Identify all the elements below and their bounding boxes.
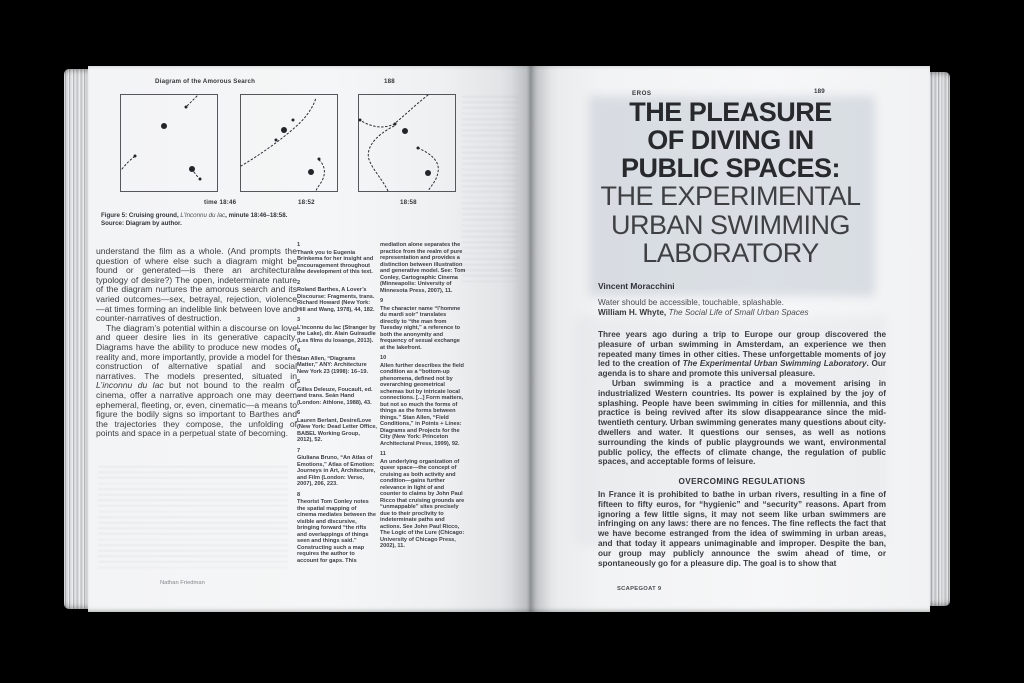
footnote-number: 6 bbox=[297, 410, 301, 416]
title-line: URBAN SWIMMING bbox=[611, 209, 850, 240]
footnote-number: 8 bbox=[297, 491, 301, 498]
footnote-number: 2 bbox=[297, 279, 301, 286]
caption-prefix: Figure 5: Cruising ground, bbox=[101, 212, 181, 219]
running-header: Diagram of the Amorous Search bbox=[155, 78, 256, 85]
footnotes-column-2 bbox=[380, 242, 466, 554]
open-book-spread bbox=[64, 66, 950, 612]
epigraph-attribution bbox=[598, 308, 886, 318]
cruising-diagram-2 bbox=[240, 94, 338, 192]
title-line: PUBLIC SPACES: bbox=[620, 153, 841, 183]
footnote bbox=[297, 280, 377, 314]
showthrough-text bbox=[462, 96, 518, 286]
epigraph bbox=[598, 298, 886, 318]
page-number: 189 bbox=[814, 88, 825, 95]
left-page bbox=[88, 66, 531, 612]
footnote-text: Thank you to Eugenia Brinkema for her insight and encouragement throughout the development of this text. bbox=[297, 249, 374, 275]
footnote-text: Roland Barthes, A Lover’s Discourse: Fragments, trans. Richard Howard (New York: Hill and Wang, 1978), 44, 182. bbox=[297, 287, 375, 313]
epigraph-quote: Water should be accessible, touchable, splashable. bbox=[598, 298, 784, 307]
footnote-text: Gilles Deleuze, Foucault, ed. and trans. Seán Hand (London: Athlone, 1988), 43. bbox=[297, 386, 373, 406]
footnote-number: 9 bbox=[380, 298, 384, 304]
byline: Vincent Moracchini bbox=[598, 281, 675, 291]
footnote bbox=[297, 448, 377, 488]
footnote-text: Theorist Tom Conley notes the spatial mapping of cinema mediates between the visible and discursive, bringing forward “the rifts and overlappings of things seen and things said.” Constructing such a map requires the author to account for gaps. This bbox=[297, 499, 376, 564]
footnote-number: 7 bbox=[297, 447, 301, 454]
epigraph-author: William H. Whyte, bbox=[598, 307, 669, 317]
footnote-number: 10 bbox=[380, 355, 387, 361]
journal-footer: SCAPEGOAT 9 bbox=[617, 586, 662, 592]
time-label-3: 18:58 bbox=[400, 199, 417, 206]
body-paragraph: understand the film as a whole. (And prompts the question of where else such a diagram might be found or generated—is there an architectural typology of desire?) The open, indeterminate nature of the diagram nurtures the amorous search and its varied outcomes—sex, betrayal, rejection, violence—at times forming an indelible link between love and counter-narratives of destruction. bbox=[96, 246, 297, 324]
footnote bbox=[297, 492, 377, 565]
body-paragraph: In France it is prohibited to bathe in urban rivers, resulting in a fine of fifteen to fifty euros, for “hygienic” and “security” reasons. Apart from ignoring a few little signs, it may not seem like urban swimmers are infringing on any laws: there are no fences. The fine reflects the fact that we have become estranged from the idea of swimming in urban areas, and that today it appears unimaginable and improper. Despite the ban, our group may publicly announce the swim ahead of time, or spontaneously go for a pleasure dip. The goal is to show that bbox=[598, 490, 886, 568]
figure-caption-source: Source: Diagram by author. bbox=[101, 219, 182, 227]
title-line: OF DIVING IN bbox=[647, 125, 814, 155]
body-paragraph bbox=[598, 330, 886, 379]
footnote-number: 11 bbox=[380, 451, 386, 457]
footnote-text: L’inconnu du lac (Stranger by the Lake), dir. Alain Guiraudie (Les films du losange, 2013). bbox=[297, 324, 376, 344]
article-body-column bbox=[598, 330, 886, 467]
section-body bbox=[598, 490, 886, 568]
body-paragraph: Urban swimming is a practice and a movement arising in industrialized Western countries. Its power is explained by the joy of splashing. People have been swimming in cities for millennia, and this practice is being revived after its slow disappearance since the mid-twentieth century. Urban swimming generates many questions about city-dwellers and water. It questions our senses, as well as notions surrounding the kinds of public playgrounds we want, environmental public policy, the effects of climate change, the regulation of public spaces, and acceptable forms of leisure. bbox=[598, 378, 886, 467]
cruising-diagram-1 bbox=[120, 94, 218, 192]
paragraph-text: . Our agenda is to share and promote this universal pleasure. bbox=[598, 359, 887, 379]
footnote-number: 3 bbox=[297, 317, 301, 323]
paragraph-text: Three years ago during a trip to Europe our group discovered the pleasure of urban swimming in Amsterdam, an experience we then repeated many times in other cities. These unforgettable moments of joy led to the creation of bbox=[598, 330, 886, 369]
footnote bbox=[380, 451, 466, 550]
film-title-italic: L’inconnu du lac bbox=[96, 380, 164, 391]
figure-time-labels bbox=[88, 199, 531, 209]
title-line: THE EXPERIMENTAL bbox=[600, 181, 861, 211]
footnote-number: 5 bbox=[297, 379, 301, 385]
footnote bbox=[297, 379, 377, 406]
article-body-column bbox=[96, 247, 297, 439]
running-header: EROS bbox=[632, 90, 652, 97]
footnote bbox=[380, 298, 466, 351]
section-heading: OVERCOMING REGULATIONS bbox=[678, 477, 806, 486]
footnote-text: An underlying organization of queer space—the concept of cruising as both activity and condition—gains further relevance in light of and counter to claims by John Paul Ricco that cruising grounds are “unmappable” sites precisely due to their proclivity to indeterminate paths and actions. See John Paul Ricco, The Logic of the Lure (Chicago: University of Chicago Press, 2002), 11. bbox=[380, 458, 465, 549]
footnotes-column-1 bbox=[297, 242, 377, 568]
page-edges-left bbox=[64, 69, 88, 609]
footnote bbox=[297, 410, 377, 444]
author-footer: Nathan Friedman bbox=[160, 580, 205, 586]
caption-film-title: L’Inconnu du lac bbox=[180, 212, 226, 219]
footnote-continuation: mediation alone separates the practice from the realm of pure representation and provides a distinction between illustration and generative model. See: Tom Conley, Cartographic Cinema (Minneapolis: University of Minnesota Press, 2007), 11. bbox=[380, 242, 466, 294]
time-label-1: time 18:46 bbox=[204, 199, 237, 206]
lab-name-italic: The Experimental Urban Swimming Laboratory bbox=[682, 359, 867, 369]
footnote bbox=[380, 355, 466, 447]
paragraph-text: The diagram’s potential within a discourse on love and queer desire lies in its generative capacity. Diagrams have the ability to produce new modes of reality and, more importantly, provide a model for the construction of alternative spatial and social narratives. The models presented, situated in bbox=[96, 322, 297, 381]
page-edges-right bbox=[930, 72, 950, 606]
right-page bbox=[531, 66, 930, 612]
footnote-number: 4 bbox=[297, 348, 301, 354]
title-line: LABORATORY bbox=[642, 238, 819, 268]
title-line: THE PLEASURE bbox=[629, 97, 832, 127]
footnote bbox=[297, 348, 377, 375]
footnote bbox=[297, 242, 377, 276]
figure-caption-line1 bbox=[101, 212, 361, 220]
footnote-text: Giuliana Bruno, “An Atlas of Emotions,” Atlas of Emotion: Journeys in Art, Architecture, and Film (London: Verso, 2007), 206, 223. bbox=[297, 455, 376, 487]
footnote-number: 1 bbox=[297, 242, 301, 248]
body-paragraph bbox=[96, 324, 297, 439]
time-label-2: 18:52 bbox=[298, 199, 315, 206]
footnote-text: Allen further describes the field condition as a “bottom-up phenomena, defined not by overarching geometrical schemas but by intricate local connections. [...] Form matters, but not so much the forms of things as the forms between things.” Stan Allen, “Field Conditions,” in Points + Lines: Diagrams and Projects for the City (New York: Princeton Architectural Press, 1999), 92. bbox=[380, 362, 464, 447]
cruising-diagram-3 bbox=[358, 94, 456, 192]
figure-caption bbox=[101, 212, 361, 227]
epigraph-work-title: The Social Life of Small Urban Spaces bbox=[668, 307, 809, 317]
paragraph-text: but not bound to the realm of cinema, offer a narrative approach one may deem ephemeral, fleeting, or, even, cinematic—a means to figure the bodily signs so important to Barthes and the trajectories they compose, the unfolding of points and space in a perpetual state of becoming. bbox=[96, 380, 297, 439]
article-title bbox=[531, 98, 930, 268]
caption-suffix: , minute 18:46–18:58. bbox=[225, 212, 288, 219]
footnote bbox=[297, 317, 377, 344]
page-number: 188 bbox=[384, 78, 395, 85]
footnote-text: The character name “l’homme du mardi soir” translates directly to “the man from Tuesday night,” a reference to both the anonymity and frequency of sexual exchange at the lakefront. bbox=[380, 305, 461, 351]
footnote-text: Stan Allen, “Diagrams Matter,” ANY: Architecture New York 23 (1998): 16–19. bbox=[297, 355, 369, 375]
showthrough-text bbox=[98, 466, 288, 571]
footnote-text: Lauren Berlant, Desire/Love (New York: Dead Letter Office, BABEL Working Group, 2012), 52. bbox=[297, 417, 377, 443]
